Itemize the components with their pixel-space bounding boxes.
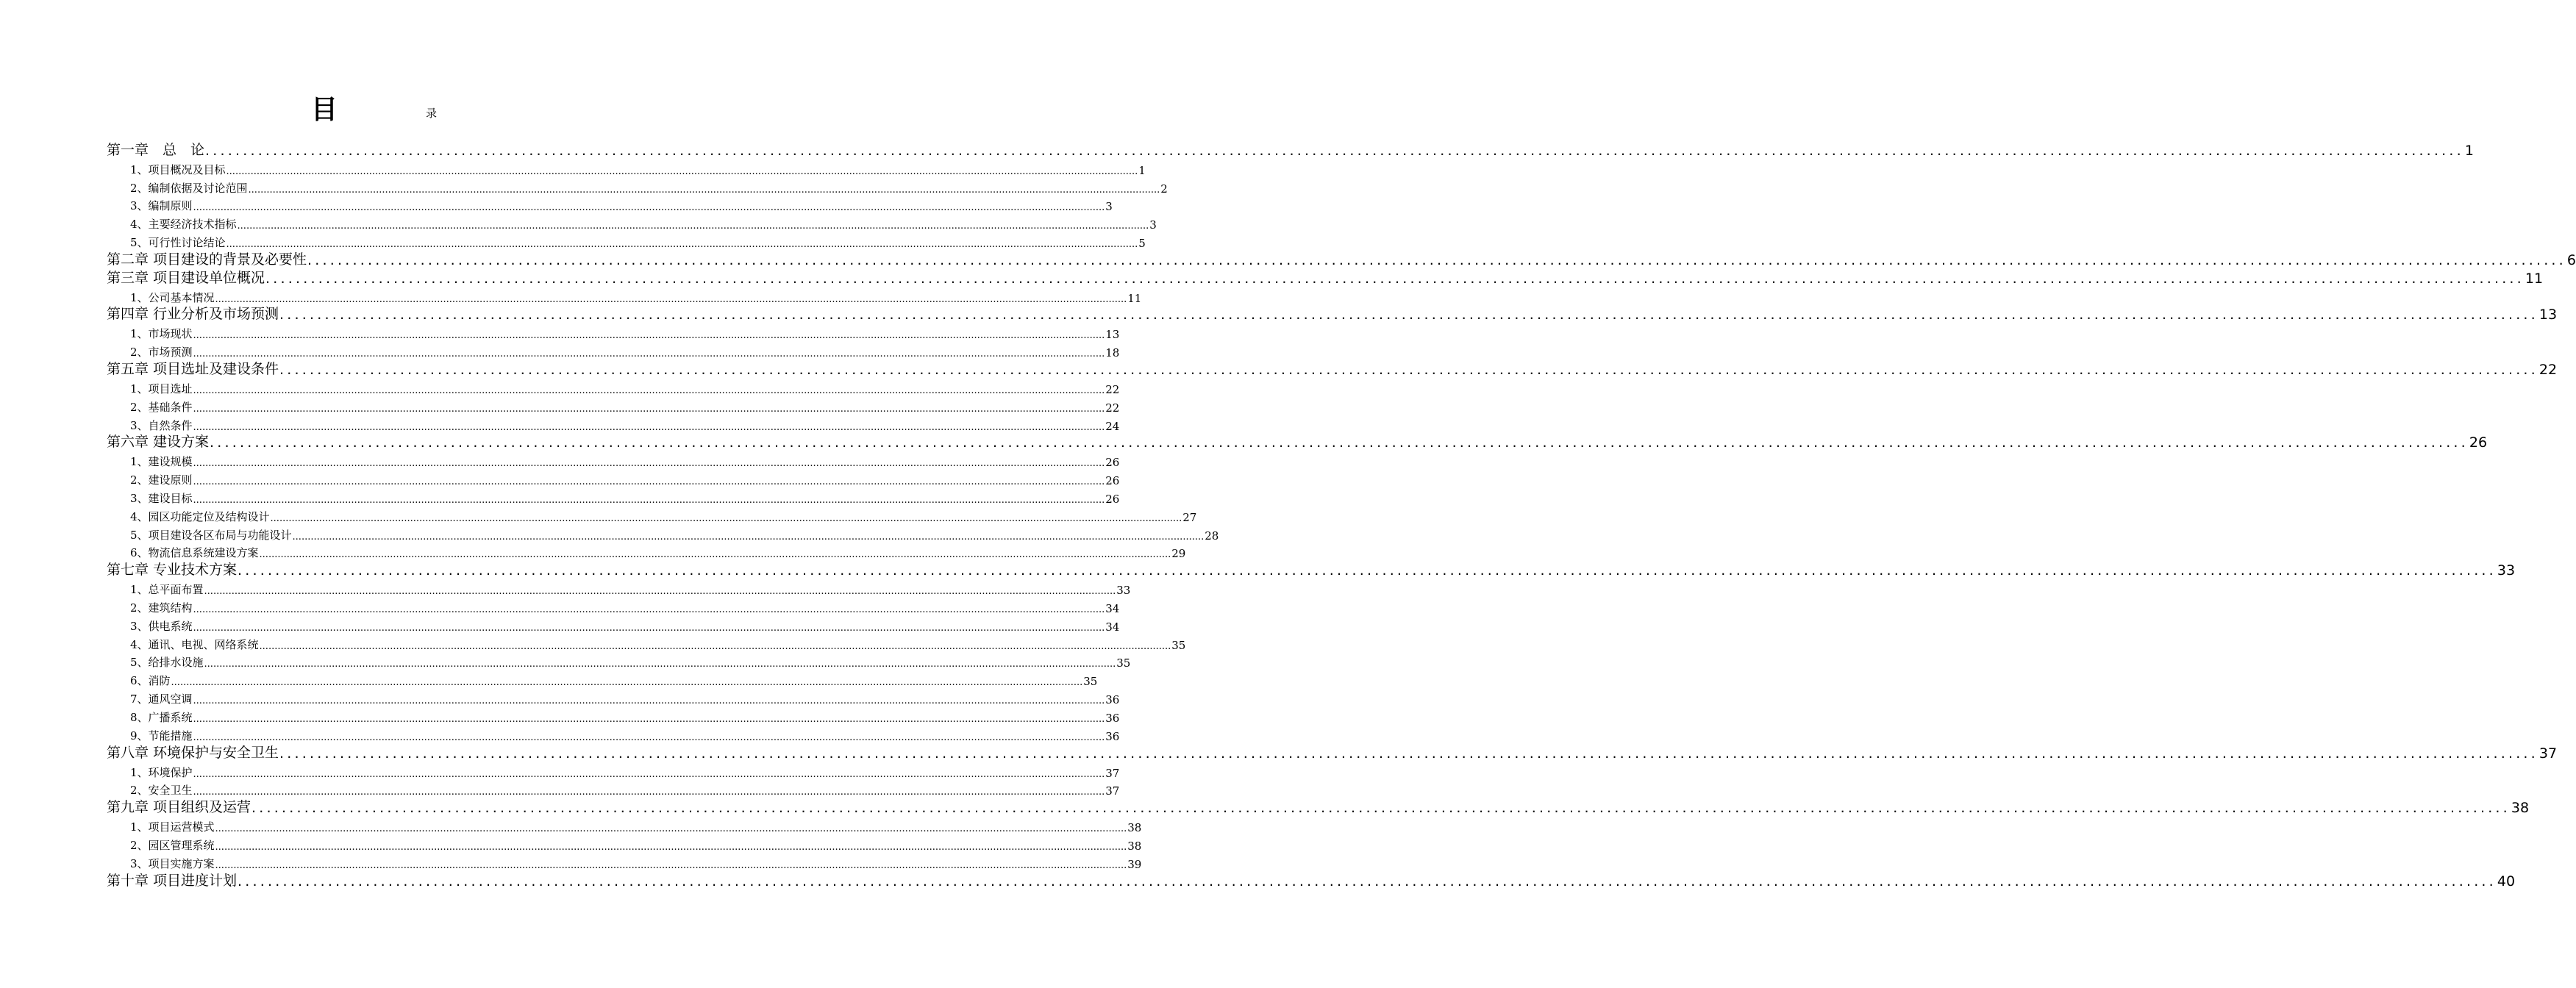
toc-entry-label: 第四章 行业分析及市场预测 [107, 306, 279, 323]
toc-chapter-entry[interactable] [107, 560, 2516, 579]
toc-page-number: 26 [1105, 456, 1120, 470]
table-of-contents [107, 140, 2576, 889]
toc-section-entry[interactable] [107, 487, 1120, 506]
toc-chapter-entry[interactable] [107, 268, 2544, 287]
toc-entry-label: 2、安全卫生 [130, 784, 193, 798]
toc-section-entry[interactable] [107, 396, 1120, 415]
toc-dot-leader: ............................................................................................................................................................................................................................................................................................................ [259, 640, 1171, 652]
toc-entry-label: 1、项目概况及目标 [130, 162, 226, 176]
toc-section-entry[interactable] [107, 853, 1142, 871]
toc-title-char-1: 目 [311, 95, 338, 125]
toc-entry-label: 3、自然条件 [130, 418, 193, 432]
toc-dot-leader: ............................................................................................................................................................................................................................................................................................................ [193, 476, 1105, 488]
toc-page-number: 36 [1105, 693, 1120, 707]
toc-dot-leader: ............................................................................................................................................................................................................................................................................................................ [193, 731, 1105, 743]
toc-dot-leader: ............................................................................................................................................................................................................................................................................................................ [279, 361, 2538, 378]
toc-dot-leader: ............................................................................................................................................................................................................................................................................................................ [238, 562, 2497, 579]
toc-page-number: 40 [2497, 873, 2516, 889]
toc-title [0, 94, 699, 131]
toc-section-entry[interactable] [107, 706, 1120, 725]
toc-entry-label: 2、建筑结构 [130, 601, 193, 615]
toc-page-number: 2 [1160, 182, 1168, 196]
toc-entry-label: 1、项目运营模式 [130, 820, 215, 834]
toc-entry-label: 8、广播系统 [130, 711, 193, 724]
toc-entry-label: 1、项目选址 [130, 382, 193, 395]
toc-chapter-entry[interactable] [107, 359, 2558, 378]
toc-entry-label: 1、市场现状 [130, 327, 193, 341]
toc-page-number: 33 [2497, 562, 2516, 579]
toc-page-number: 5 [1138, 237, 1146, 251]
toc-entry-label: 第九章 项目组织及运营 [107, 799, 251, 816]
toc-entry-label: 7、通风空调 [130, 692, 193, 706]
toc-section-entry[interactable] [107, 543, 1186, 561]
toc-dot-leader: ............................................................................................................................................................................................................................................................................................................ [265, 270, 2525, 287]
toc-page-number: 37 [2538, 745, 2558, 762]
toc-entry-label: 第一章 总 论 [107, 141, 205, 158]
toc-dot-leader: ............................................................................................................................................................................................................................................................................................................ [270, 512, 1182, 524]
toc-dot-leader: ............................................................................................................................................................................................................................................................................................................ [215, 841, 1127, 853]
toc-section-entry[interactable] [107, 688, 1120, 707]
toc-section-entry[interactable] [107, 597, 1120, 615]
toc-page-number: 38 [2511, 800, 2530, 817]
toc-section-entry[interactable] [107, 579, 1131, 598]
toc-entry-label: 4、园区功能定位及结构设计 [130, 509, 270, 523]
toc-section-entry[interactable] [107, 415, 1120, 433]
toc-title-char-2: 录 [426, 107, 438, 120]
toc-section-entry[interactable] [107, 323, 1120, 342]
toc-entry-label: 5、项目建设各区布局与功能设计 [130, 528, 292, 542]
toc-section-entry[interactable] [107, 816, 1142, 835]
toc-chapter-entry[interactable] [107, 305, 2558, 323]
toc-page-number: 38 [1127, 821, 1142, 835]
toc-dot-leader: ............................................................................................................................................................................................................................................................................................................ [193, 494, 1105, 506]
toc-page-number: 35 [1171, 638, 1186, 652]
toc-section-entry[interactable] [107, 287, 1142, 305]
toc-section-entry[interactable] [107, 524, 1219, 543]
toc-page-number: 28 [1205, 529, 1219, 543]
toc-page-number: 34 [1105, 620, 1120, 634]
toc-dot-leader: ............................................................................................................................................................................................................................................................................................................ [193, 384, 1105, 396]
toc-entry-label: 第五章 项目选址及建设条件 [107, 360, 279, 377]
toc-section-entry[interactable] [107, 159, 1146, 177]
toc-entry-label: 第十章 项目进度计划 [107, 872, 238, 889]
toc-entry-label: 第六章 建设方案 [107, 434, 210, 451]
toc-page-number: 36 [1105, 712, 1120, 725]
toc-page-number: 13 [1105, 328, 1120, 342]
toc-page-number: 37 [1105, 784, 1120, 798]
toc-dot-leader: ............................................................................................................................................................................................................................................................................................................ [193, 458, 1105, 470]
toc-entry-label: 2、园区管理系统 [130, 838, 215, 852]
toc-entry-label: 1、公司基本情况 [130, 290, 215, 304]
toc-section-entry[interactable] [107, 506, 1197, 524]
toc-section-entry[interactable] [107, 196, 1113, 214]
toc-dot-leader: ............................................................................................................................................................................................................................................................................................................ [193, 714, 1105, 725]
toc-entry-label: 5、可行性讨论结论 [130, 236, 226, 250]
toc-page-number: 18 [1105, 346, 1120, 360]
toc-entry-label: 6、消防 [130, 674, 171, 688]
toc-page-number: 22 [1105, 382, 1120, 396]
toc-entry-label: 6、物流信息系统建设方案 [130, 546, 259, 560]
toc-page-number: 38 [1127, 839, 1142, 853]
toc-page-number: 29 [1171, 547, 1186, 561]
toc-page-number: 26 [1105, 474, 1120, 488]
toc-dot-leader: ............................................................................................................................................................................................................................................................................................................ [238, 873, 2497, 889]
toc-section-entry[interactable] [107, 451, 1120, 470]
toc-entry-label: 1、总平面布置 [130, 583, 204, 597]
toc-entry-label: 1、建设规模 [130, 455, 193, 469]
toc-entry-label: 2、市场预测 [130, 346, 193, 359]
toc-dot-leader: ............................................................................................................................................................................................................................................................................................................ [193, 768, 1105, 780]
toc-dot-leader: ............................................................................................................................................................................................................................................................................................................ [193, 403, 1105, 415]
toc-section-entry[interactable] [107, 213, 1157, 232]
toc-page-number: 36 [1105, 729, 1120, 743]
toc-entry-label: 4、通讯、电视、网络系统 [130, 637, 259, 651]
toc-section-entry[interactable] [107, 469, 1120, 488]
toc-dot-leader: ............................................................................................................................................................................................................................................................................................................ [193, 787, 1105, 798]
toc-section-entry[interactable] [107, 780, 1120, 798]
toc-dot-leader: ............................................................................................................................................................................................................................................................................................................ [248, 184, 1160, 196]
toc-page-number: 34 [1105, 601, 1120, 615]
toc-entry-label: 5、给排水设施 [130, 656, 204, 670]
toc-section-entry[interactable] [107, 834, 1142, 853]
toc-dot-leader: ............................................................................................................................................................................................................................................................................................................ [279, 307, 2538, 323]
toc-entry-label: 3、编制原则 [130, 199, 193, 213]
toc-chapter-entry[interactable] [107, 743, 2558, 762]
toc-section-entry[interactable] [107, 232, 1146, 251]
toc-chapter-entry[interactable] [107, 250, 2576, 268]
toc-page-number: 22 [1105, 401, 1120, 415]
toc-dot-leader: ............................................................................................................................................................................................................................................................................................................ [215, 823, 1127, 835]
toc-page-number: 6 [2566, 251, 2576, 268]
toc-section-entry[interactable] [107, 670, 1098, 689]
toc-dot-leader: ............................................................................................................................................................................................................................................................................................................ [292, 531, 1205, 543]
toc-page-number: 24 [1105, 419, 1120, 433]
toc-page-number: 35 [1116, 656, 1131, 670]
toc-section-entry[interactable] [107, 341, 1120, 360]
toc-entry-label: 第三章 项目建设单位概况 [107, 269, 265, 286]
toc-dot-leader: ............................................................................................................................................................................................................................................................................................................ [193, 604, 1105, 615]
toc-dot-leader: ............................................................................................................................................................................................................................................................................................................ [251, 800, 2511, 817]
toc-page-number: 27 [1182, 510, 1197, 524]
toc-entry-label: 3、供电系统 [130, 619, 193, 633]
toc-entry-label: 3、建设目标 [130, 491, 193, 505]
toc-dot-leader: ............................................................................................................................................................................................................................................................................................................ [237, 221, 1149, 232]
toc-dot-leader: ............................................................................................................................................................................................................................................................................................................ [259, 549, 1171, 561]
toc-dot-leader: ............................................................................................................................................................................................................................................................................................................ [226, 165, 1138, 177]
toc-entry-label: 2、基础条件 [130, 400, 193, 414]
toc-dot-leader: ............................................................................................................................................................................................................................................................................................................ [210, 434, 2469, 451]
toc-page-number: 22 [2538, 361, 2558, 378]
toc-dot-leader: ............................................................................................................................................................................................................................................................................................................ [215, 293, 1127, 305]
toc-section-entry[interactable] [107, 177, 1168, 196]
toc-page-number: 39 [1127, 857, 1142, 871]
toc-dot-leader: ............................................................................................................................................................................................................................................................................................................ [193, 330, 1105, 342]
toc-entry-label: 第二章 项目建设的背景及必要性 [107, 251, 307, 268]
toc-page-number: 11 [2525, 270, 2544, 287]
toc-dot-leader: ............................................................................................................................................................................................................................................................................................................ [171, 677, 1083, 689]
toc-page-number: 11 [1127, 291, 1142, 305]
toc-chapter-entry[interactable] [107, 798, 2530, 817]
toc-entry-label: 第八章 环境保护与安全卫生 [107, 744, 279, 761]
toc-page-number: 3 [1149, 218, 1157, 232]
toc-entry-label: 2、建设原则 [130, 473, 193, 487]
toc-dot-leader: ............................................................................................................................................................................................................................................................................................................ [193, 622, 1105, 634]
toc-dot-leader: ............................................................................................................................................................................................................................................................................................................ [226, 239, 1138, 251]
toc-dot-leader: ............................................................................................................................................................................................................................................................................................................ [279, 745, 2538, 762]
toc-chapter-entry[interactable] [107, 140, 2474, 159]
toc-page-number: 33 [1116, 584, 1131, 598]
toc-dot-leader: ............................................................................................................................................................................................................................................................................................................ [204, 586, 1116, 598]
toc-section-entry[interactable] [107, 762, 1120, 780]
toc-chapter-entry[interactable] [107, 433, 2488, 451]
toc-dot-leader: ............................................................................................................................................................................................................................................................................................................ [193, 695, 1105, 707]
toc-section-entry[interactable] [107, 652, 1131, 670]
toc-entry-label: 3、项目实施方案 [130, 856, 215, 870]
toc-page-number: 35 [1083, 675, 1098, 689]
toc-section-entry[interactable] [107, 615, 1120, 634]
toc-dot-leader: ............................................................................................................................................................................................................................................................................................................ [193, 421, 1105, 433]
toc-page-number: 26 [1105, 492, 1120, 506]
toc-section-entry[interactable] [107, 378, 1120, 396]
toc-page-number: 1 [2464, 142, 2474, 159]
toc-chapter-entry[interactable] [107, 871, 2516, 889]
toc-dot-leader: ............................................................................................................................................................................................................................................................................................................ [205, 142, 2464, 159]
toc-page-number: 26 [2469, 434, 2488, 451]
toc-section-entry[interactable] [107, 634, 1186, 652]
toc-entry-label: 4、主要经济技术指标 [130, 218, 237, 232]
toc-page-number: 3 [1105, 200, 1113, 214]
toc-entry-label: 2、编制依据及讨论范围 [130, 181, 248, 195]
toc-page-number: 1 [1138, 163, 1146, 177]
toc-dot-leader: ............................................................................................................................................................................................................................................................................................................ [204, 659, 1116, 670]
toc-entry-label: 1、环境保护 [130, 765, 193, 779]
toc-page-number: 37 [1105, 766, 1120, 780]
toc-dot-leader: ............................................................................................................................................................................................................................................................................................................ [215, 859, 1127, 871]
toc-dot-leader: ............................................................................................................................................................................................................................................................................................................ [193, 348, 1105, 360]
toc-dot-leader: ............................................................................................................................................................................................................................................................................................................ [193, 202, 1105, 214]
toc-section-entry[interactable] [107, 725, 1120, 743]
toc-dot-leader: ............................................................................................................................................................................................................................................................................................................ [307, 251, 2566, 268]
toc-entry-label: 9、节能措施 [130, 729, 193, 742]
toc-entry-label: 第七章 专业技术方案 [107, 562, 238, 579]
toc-page-number: 13 [2538, 307, 2558, 323]
